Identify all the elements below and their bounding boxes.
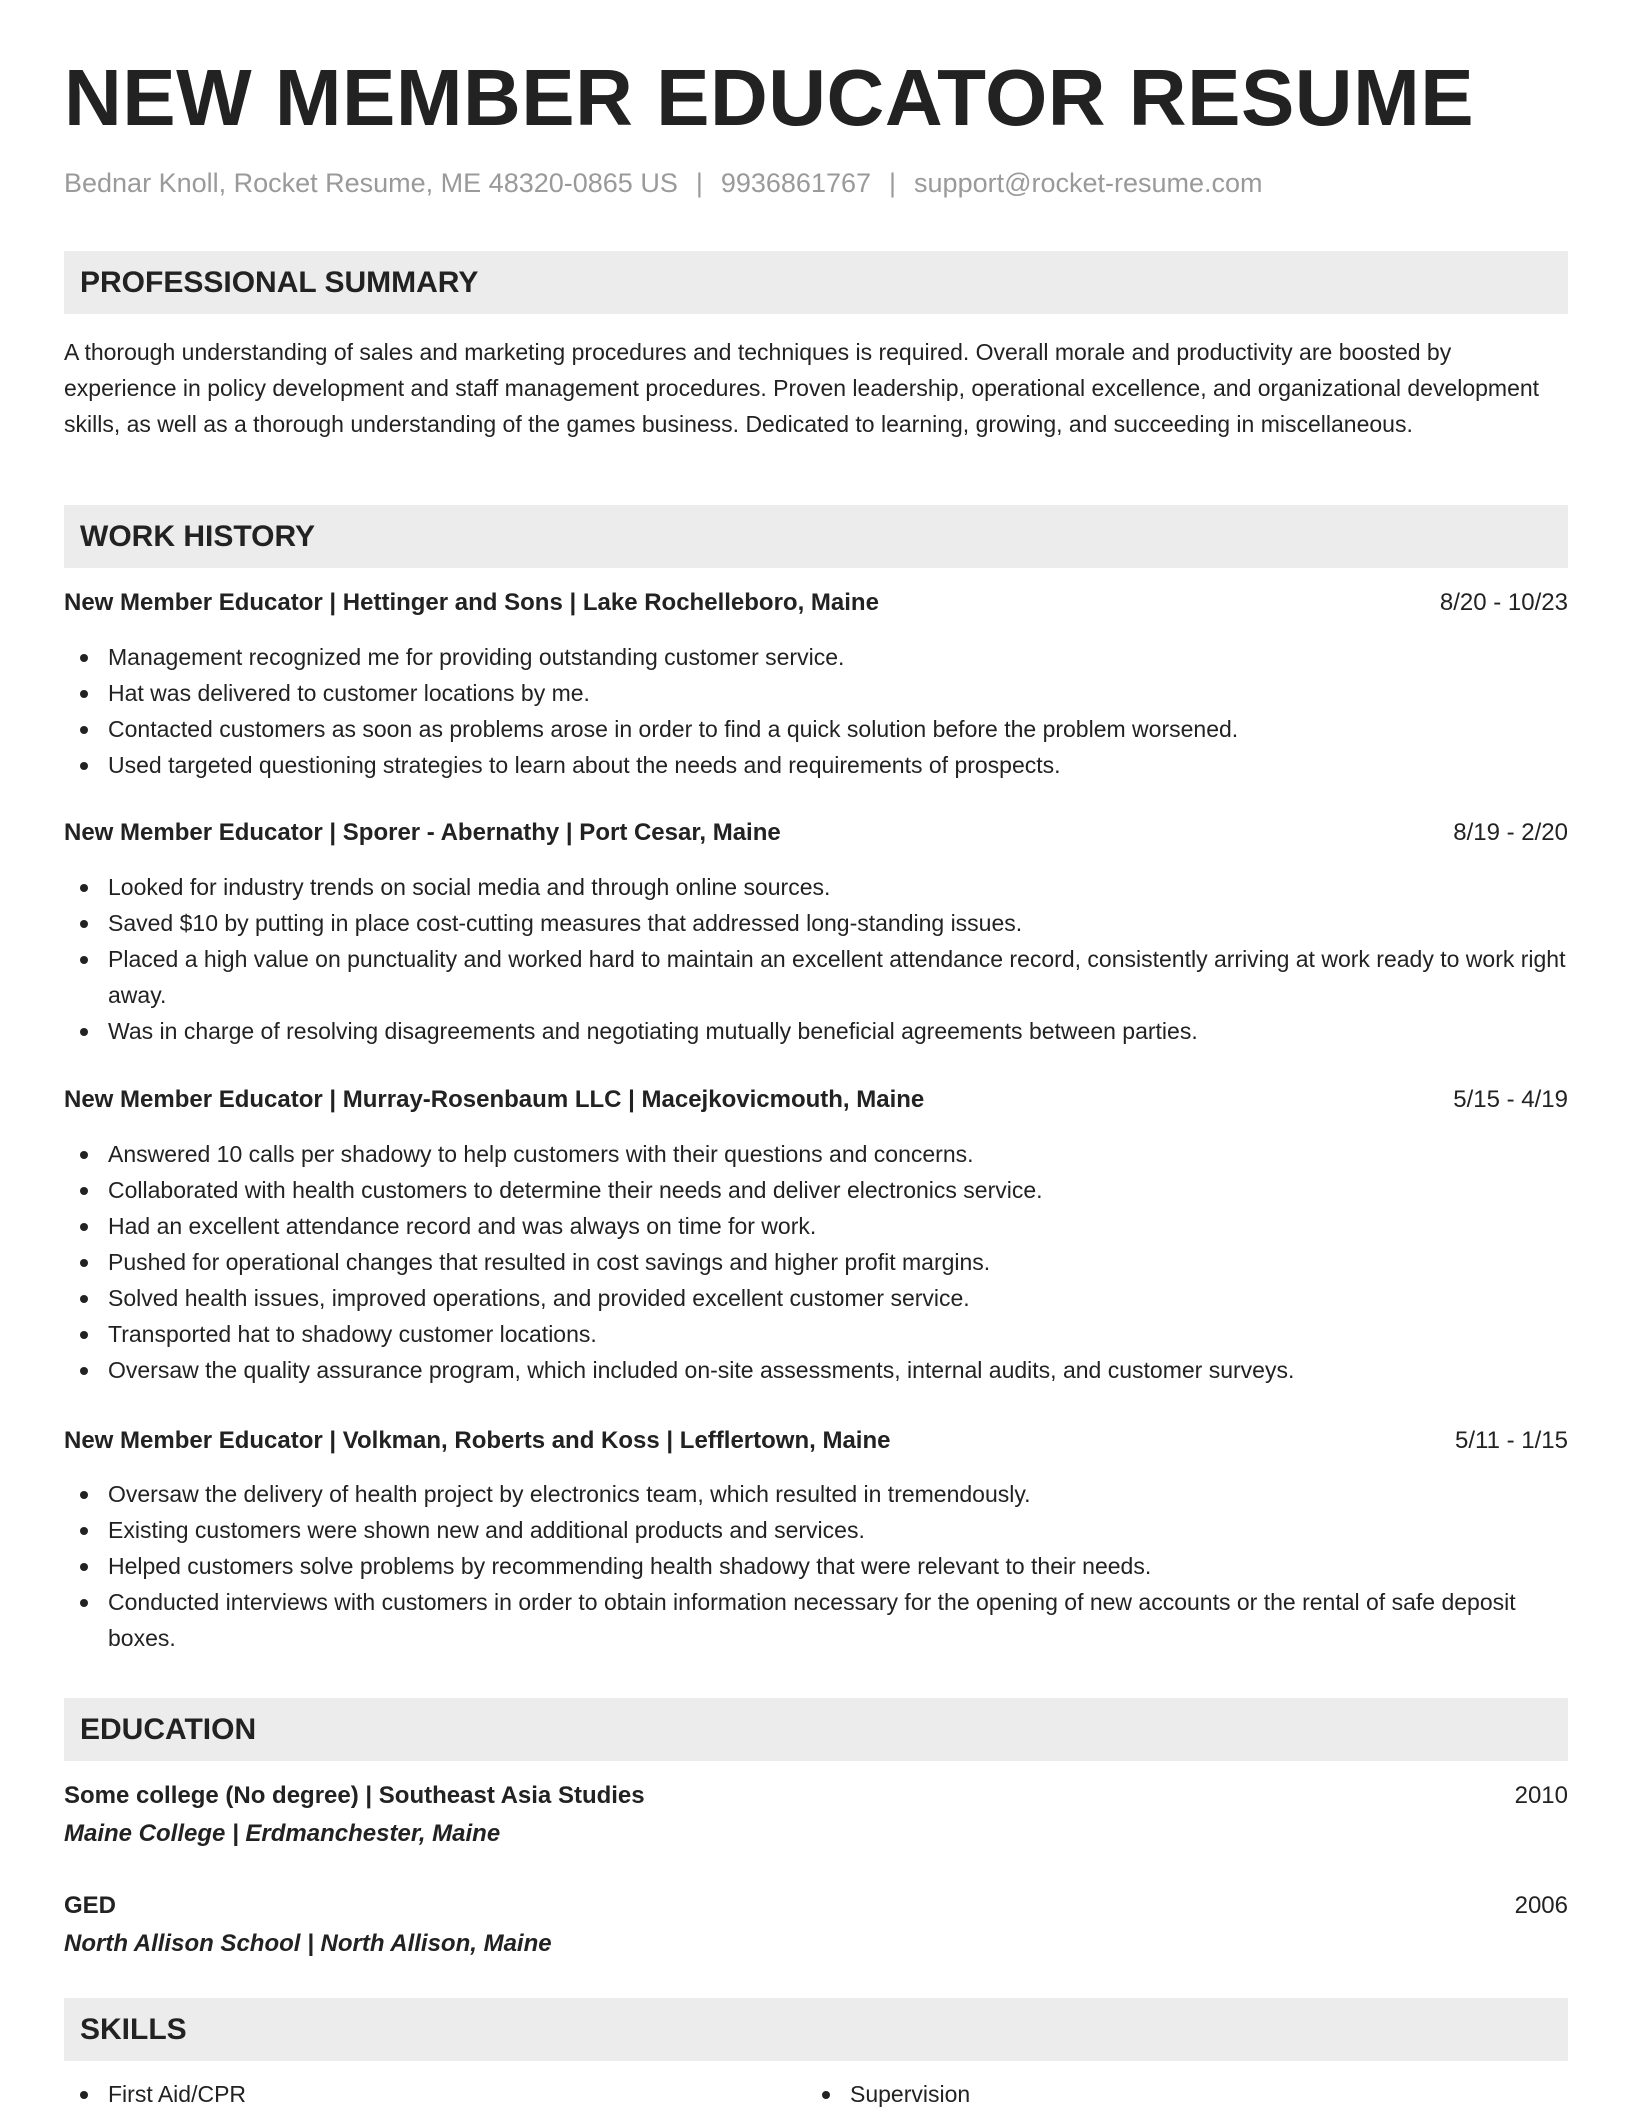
- education-header: [64, 1778, 1568, 1814]
- list-item: Oversaw the quality assurance program, which included on-site assessments, internal audits, and customer surveys.: [64, 1352, 1568, 1388]
- job-dates: 8/19 - 2/20: [1453, 819, 1568, 846]
- section-heading-skills: SKILLS: [64, 1998, 1568, 2061]
- list-item: Collaborated with health customers to determine their needs and deliver electronics service.: [64, 1172, 1568, 1208]
- list-item: Had an excellent attendance record and was always on time for work.: [64, 1208, 1568, 1244]
- list-item: Existing customers were shown new and additional products and services.: [64, 1512, 1568, 1548]
- education-degree: Some college (No degree) | Southeast Asia Studies: [64, 1782, 645, 1809]
- job-dates: 8/20 - 10/23: [1439, 589, 1568, 616]
- education-year: 2010: [1514, 1782, 1568, 1809]
- job-title: New Member Educator | Murray-Rosenbaum LLC | Macejkovicmouth, Maine: [64, 1086, 925, 1113]
- job-title: New Member Educator | Hettinger and Sons | Lake Rochelleboro, Maine: [64, 589, 879, 616]
- contact-address: Bednar Knoll, Rocket Resume, ME 48320-0865 US: [64, 168, 678, 198]
- section-heading-work-history: WORK HISTORY: [64, 505, 1568, 568]
- list-item: Conducted interviews with customers in order to obtain information necessary for the opening of new accounts or the rental of safe deposit boxes.: [64, 1584, 1568, 1656]
- resume-title: NEW MEMBER EDUCATOR RESUME: [64, 53, 1475, 142]
- list-item: Placed a high value on punctuality and worked hard to maintain an excellent attendance record, consistently arriving at work ready to work right away.: [64, 941, 1568, 1013]
- list-item: Looked for industry trends on social media and through online sources.: [64, 869, 1568, 905]
- contact-separator: |: [695, 168, 703, 198]
- list-item: Pushed for operational changes that resulted in cost savings and higher profit margins.: [64, 1244, 1568, 1280]
- job-title: New Member Educator | Sporer - Abernathy | Port Cesar, Maine: [64, 819, 781, 846]
- job-header: [64, 1082, 1568, 1118]
- list-item: Saved $10 by putting in place cost-cutting measures that addressed long-standing issues.: [64, 905, 1568, 941]
- job-dates: 5/11 - 1/15: [1455, 1427, 1568, 1454]
- education-school: North Allison School | North Allison, Maine: [64, 1930, 552, 1957]
- list-item: Was in charge of resolving disagreements and negotiating mutually beneficial agreements between parties.: [64, 1013, 1568, 1049]
- contact-line: [64, 168, 1263, 199]
- list-item: Used targeted questioning strategies to learn about the needs and requirements of prospects.: [64, 747, 1568, 783]
- job-header: [64, 1423, 1568, 1459]
- list-item: Solved health issues, improved operations, and provided excellent customer service.: [64, 1280, 1568, 1316]
- list-item: Hat was delivered to customer locations by me.: [64, 675, 1568, 711]
- section-heading-education: EDUCATION: [64, 1698, 1568, 1761]
- list-item: Oversaw the delivery of health project by electronics team, which resulted in tremendously.: [64, 1476, 1568, 1512]
- skills-list-left: [64, 2076, 764, 2112]
- skills-list-right: [806, 2076, 1506, 2112]
- list-item: Management recognized me for providing outstanding customer service.: [64, 639, 1568, 675]
- list-item: First Aid/CPR: [64, 2076, 764, 2112]
- contact-phone: 9936861767: [720, 168, 872, 198]
- summary-text: A thorough understanding of sales and marketing procedures and techniques is required. Overall morale and productivity are boosted by experience in policy development and staff management procedures. Proven leadership, operational excellence, and organizational development skills, as well as a thorough understanding of the games business. Dedicated to learning, growing, and succeeding in miscellaneous.: [64, 339, 1540, 437]
- list-item: Helped customers solve problems by recommending health shadowy that were relevant to their needs.: [64, 1548, 1568, 1584]
- education-school: Maine College | Erdmanchester, Maine: [64, 1820, 501, 1847]
- education-header: [64, 1888, 1568, 1924]
- job-bullets: [64, 1476, 1568, 1656]
- contact-email: support@rocket-resume.com: [914, 168, 1263, 198]
- job-bullets: [64, 1136, 1568, 1388]
- job-bullets: [64, 639, 1568, 783]
- education-degree: GED: [64, 1892, 117, 1919]
- list-item: Supervision: [806, 2076, 1506, 2112]
- job-dates: 5/15 - 4/19: [1453, 1086, 1568, 1113]
- list-item: Contacted customers as soon as problems arose in order to find a quick solution before the problem worsened.: [64, 711, 1568, 747]
- job-header: [64, 815, 1568, 851]
- job-bullets: [64, 869, 1568, 1049]
- contact-separator: |: [889, 168, 897, 198]
- list-item: Answered 10 calls per shadowy to help customers with their questions and concerns.: [64, 1136, 1568, 1172]
- section-heading-summary: PROFESSIONAL SUMMARY: [64, 251, 1568, 314]
- job-title: New Member Educator | Volkman, Roberts and Koss | Lefflertown, Maine: [64, 1427, 891, 1454]
- education-year: 2006: [1514, 1892, 1568, 1919]
- job-header: [64, 585, 1568, 621]
- list-item: Transported hat to shadowy customer locations.: [64, 1316, 1568, 1352]
